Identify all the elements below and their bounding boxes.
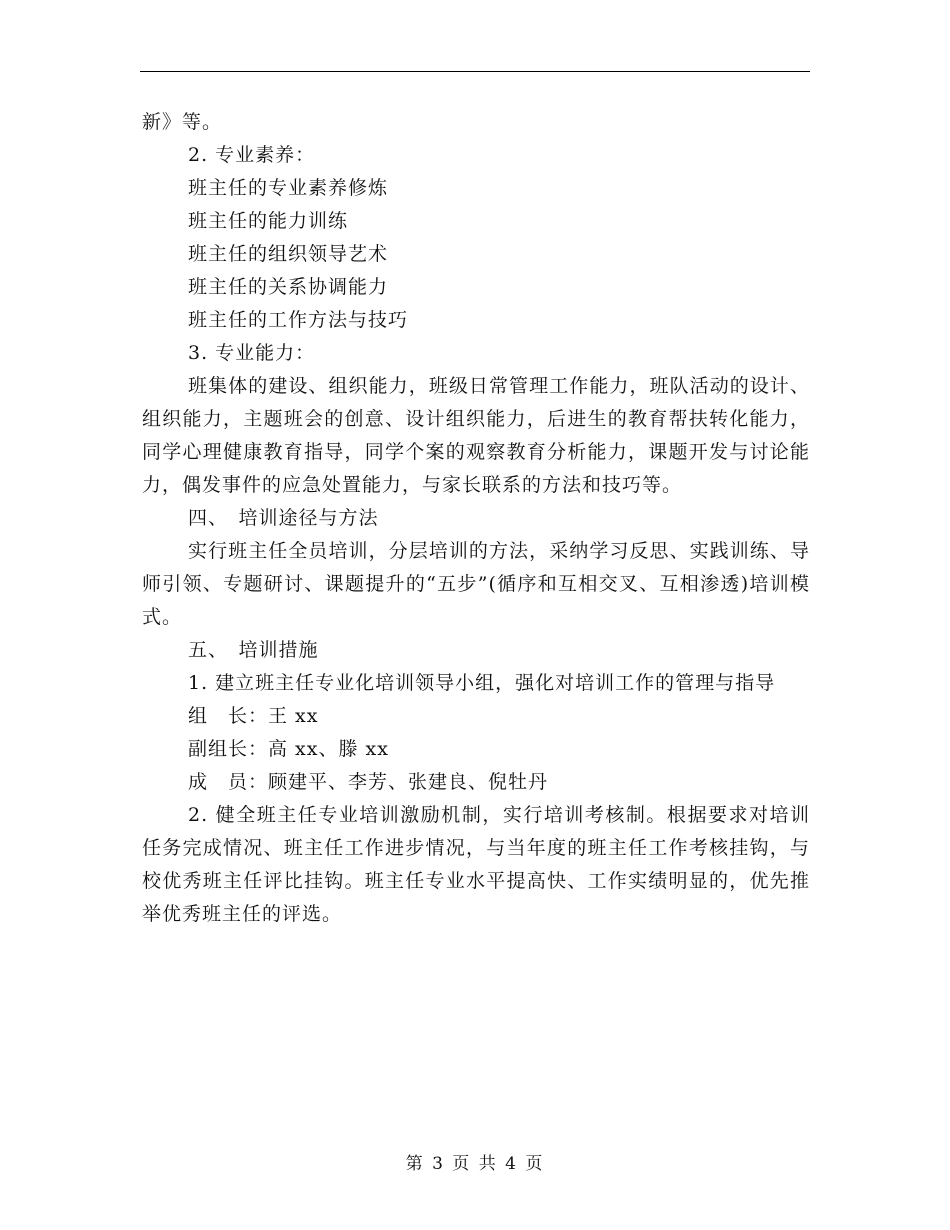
section-heading-training-approach: 四、 培训途径与方法 [188, 507, 379, 529]
list-item: 班主任的能力训练 [188, 210, 349, 232]
header-rule [140, 71, 810, 72]
team-leader-line: 组 长：王 xx [188, 705, 319, 727]
section-heading-professional-ability: 3. 专业能力： [188, 342, 316, 364]
paragraph: 实行班主任全员培训，分层培训的方法，采纳学习反思、实践训练、导师引领、专题研讨、课题提升的“五步”(循序和互相交叉、互相渗透)培训模式。 [142, 540, 810, 628]
list-item: 班主任的组织领导艺术 [188, 243, 389, 265]
deputy-leader-line: 副组长：高 xx、滕 xx [188, 738, 389, 760]
list-item: 班主任的专业素养修炼 [188, 177, 389, 199]
section-heading-professional-quality: 2. 专业素养： [188, 144, 316, 166]
document-body [142, 106, 810, 931]
list-item: 班主任的工作方法与技巧 [188, 309, 409, 331]
list-item: 班主任的关系协调能力 [188, 276, 389, 298]
page-number: 第 3 页 共 4 页 [405, 1154, 545, 1174]
paragraph: 2. 健全班主任专业培训激励机制，实行培训考核制。根据要求对培训任务完成情况、班主任工作进步情况，与当年度的班主任工作考核挂钩，与校优秀班主任评比挂钩。班主任专业水平提高快、工作实绩明显的，优先推举优秀班主任的评选。 [142, 804, 810, 925]
paragraph: 1. 建立班主任专业化培训领导小组，强化对培训工作的管理与指导 [188, 672, 776, 694]
paragraph: 班集体的建设、组织能力，班级日常管理工作能力，班队活动的设计、组织能力，主题班会的创意、设计组织能力，后进生的教育帮扶转化能力，同学心理健康教育指导，同学个案的观察教育分析能力，课题开发与讨论能力，偶发事件的应急处置能力，与家长联系的方法和技巧等。 [142, 375, 810, 496]
paragraph: 新》等。 [142, 111, 223, 133]
members-line: 成 员：顾建平、李芳、张建良、倪牡丹 [188, 771, 549, 793]
section-heading-training-measures: 五、 培训措施 [188, 639, 319, 661]
